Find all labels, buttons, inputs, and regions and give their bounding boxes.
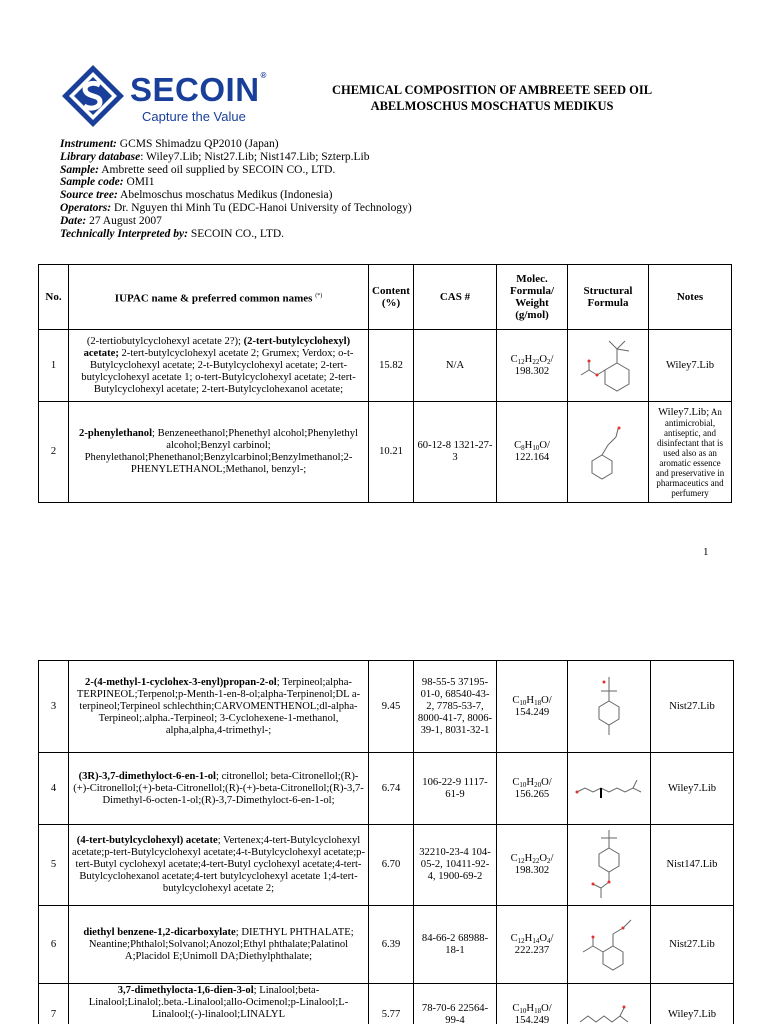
meta-sample-code: Sample code: OMI1 xyxy=(60,176,155,189)
page-number: 1 xyxy=(703,546,709,558)
table-row xyxy=(39,753,734,825)
row-formula: $C_{10}H_{18}O/$ 154.249 xyxy=(497,984,568,1024)
row-cas: 106-22-9 1117-61-9 xyxy=(414,753,497,825)
row-name: (3R)-3,7-dimethyloct-6-en-1-ol; citronellol; beta-Citronellol;(R)-(+)-Citronellol;(+)-beta-Citronellol;(R)-(+)-beta-Citronellol;(R)-3,7-Dimethyl-6-octen-1-ol;(R)-3,7-Dimethyloct-6-en-1-ol; xyxy=(69,753,369,825)
header-structural: Structural Formula xyxy=(568,265,649,330)
row-content: 15.82 xyxy=(369,330,414,402)
table-row xyxy=(39,330,732,402)
row-no: 1 xyxy=(39,330,69,402)
citronellol-structure-icon xyxy=(571,774,647,804)
row-name: (4-tert-butylcyclohexyl) acetate; Vertenex;4-tert-Butylcyclohexyl acetate;p-tert-Butylcyclohexyl acetate;4-t-Butylcyclohexyl acetate;p-tert-Butyl cyclohexyl acetate;4-tert-Butyl cyclohexyl acetate;4-tert-Butylcyclohexanol acetate;4-tert butylcyclohexyl acetate 1;4-tert-butylcyclohexyl acetate 2; xyxy=(69,825,369,906)
terpineol-structure-icon xyxy=(579,667,639,747)
row-cas: 60-12-8 1321-27-3 xyxy=(414,402,497,503)
row-cas: 84-66-2 68988-18-1 xyxy=(414,906,497,984)
phenylethanol-structure-icon xyxy=(578,417,638,487)
meta-source-tree: Source tree: Abelmoschus moschatus Medikus (Indonesia) xyxy=(60,189,333,202)
diethyl-phthalate-structure-icon xyxy=(573,912,645,978)
row-name: 2-phenylethanol; Benzeneethanol;Phenethyl alcohol;Phenylethyl alcohol;Benzyl carbinol; Phenylethanol;Phenethanol;Benzylcarbinol;Benzylmethanol;2-PHENYLETHANOL;Methanol, benzyl-; xyxy=(69,402,369,503)
row-cas: 32210-23-4 104-05-2, 10411-92-4, 1900-69-2 xyxy=(414,825,497,906)
row-content: 10.21 xyxy=(369,402,414,503)
row-notes: Wiley7.Lib xyxy=(651,753,734,825)
row-no: 5 xyxy=(39,825,69,906)
row-notes: Nist27.Lib xyxy=(651,661,734,753)
row-name: diethyl benzene-1,2-dicarboxylate; DIETHYL PHTHALATE; Neantine;Phthalol;Solvanol;Anozol;Ethyl phthalate;Palatinol A;Placidol E;Unimoll DA;Diethylphthalate; xyxy=(69,906,369,984)
row-no: 2 xyxy=(39,402,69,503)
row-name: (2-tertiobutylcyclohexyl acetate 2?); (2-tert-butylcyclohexyl) acetate; 2-tert-butylcyclohexyl acetate 2; Grumex; Verdox; o-t-Butylcyclohexyl acetate; 2-t-Butylcyclohexyl acetate; 2-tert-butylcyclohexyl acetate 1; o-tert-Butylcyclohexyl acetate; 2-tert-Butylcyclohexyl acetate; 2-tert-Butylcyclohexanol acetate; xyxy=(69,330,369,402)
row-no: 3 xyxy=(39,661,69,753)
meta-date: Date: 27 August 2007 xyxy=(60,214,162,227)
title-line-2: ABELMOSCHUS MOSCHATUS MEDIKUS xyxy=(370,99,614,113)
table-row xyxy=(39,402,732,503)
row-notes: Wiley7.Lib xyxy=(649,330,732,402)
row-content: 5.77 xyxy=(369,984,414,1024)
row-structure xyxy=(568,825,651,906)
header-cas: CAS # xyxy=(414,265,497,330)
row-name: 2-(4-methyl-1-cyclohex-3-enyl)propan-2-ol; Terpineol;alpha-TERPINEOL;Terpenol;p-Menth-1-en-8-ol;alpha-Terpinenol;DL a-terpineol;Terpineol schlechthin;CARVOMENTHENOL;dl-alpha-Terpineol;.alpha.-Terpineol; 3-Cyclohexene-1-methanol, alpha,alpha,4-trimethyl-; xyxy=(69,661,369,753)
row-content: 6.74 xyxy=(369,753,414,825)
brand-tagline: Capture the Value xyxy=(142,109,246,124)
row-content: 6.39 xyxy=(369,906,414,984)
composition-table-page-1 xyxy=(38,264,732,503)
row-structure xyxy=(568,753,651,825)
p-tert-butylcyclohexyl-acetate-structure-icon xyxy=(579,826,639,904)
linalool-structure-icon xyxy=(574,1000,644,1024)
row-no: 4 xyxy=(39,753,69,825)
tert-butylcyclohexyl-acetate-structure-icon xyxy=(571,333,645,399)
header-content: Content (%) xyxy=(369,265,414,330)
meta-sample: Sample: Ambrette seed oil supplied by SECOIN CO., LTD. xyxy=(60,163,336,176)
row-notes: Nist27.Lib xyxy=(651,906,734,984)
row-structure xyxy=(568,984,651,1024)
row-formula: $C_{10}H_{20}O/$ 156.265 xyxy=(497,753,568,825)
header-formula: Molec. Formula/ Weight (g/mol) xyxy=(497,265,568,330)
row-name: 3,7-dimethylocta-1,6-dien-3-ol; Linalool;beta-Linalool;Linalol;.beta.-Linalool;allo-Ocimenol;p-Linalool;L-Linalool;(-)-linalool;LINALYL xyxy=(69,984,369,1024)
title-line-1: CHEMICAL COMPOSITION OF AMBREETE SEED OIL xyxy=(331,83,653,97)
row-structure xyxy=(568,330,649,402)
row-no: 6 xyxy=(39,906,69,984)
header-no: No. xyxy=(39,265,69,330)
row-structure xyxy=(568,402,649,503)
row-cas: N/A xyxy=(414,330,497,402)
meta-instrument: Instrument: GCMS Shimadzu QP2010 (Japan) xyxy=(60,138,279,150)
secoin-logo xyxy=(60,63,280,128)
row-structure xyxy=(568,661,651,753)
row-no: 7 xyxy=(39,984,69,1024)
row-formula: $C_8H_{10}O/$ 122.164 xyxy=(497,402,568,503)
secoin-diamond-icon xyxy=(60,63,126,129)
row-structure xyxy=(568,906,651,984)
table-row xyxy=(39,661,734,753)
row-notes: Wiley7.Lib; An antimicrobial, antiseptic, and disinfectant that is used also as an aromatic essence and preservative in pharmaceutics and perfumery xyxy=(649,402,732,503)
header-notes: Notes xyxy=(649,265,732,330)
meta-operators: Operators: Dr. Nguyen thi Minh Tu (EDC-Hanoi University of Technology) xyxy=(60,201,412,214)
meta-library: Library database: Wiley7.Lib; Nist27.Lib; Nist147.Lib; Szterp.Lib xyxy=(60,150,370,163)
row-notes: Nist147.Lib xyxy=(651,825,734,906)
row-formula: $C_{12}H_{22}O_2/$ 198.302 xyxy=(497,330,568,402)
table-row xyxy=(39,984,734,1024)
row-formula: $C_{12}H_{14}O_4/$ 222.237 xyxy=(497,906,568,984)
table-header-row xyxy=(39,265,732,330)
meta-interpreted-by: Technically Interpreted by: SECOIN CO., LTD. xyxy=(60,227,285,240)
header-name: IUPAC name & preferred common names (*) xyxy=(69,265,369,330)
composition-table-page-2 xyxy=(38,660,734,1024)
table-row xyxy=(39,906,734,984)
row-formula: $C_{10}H_{18}O/$ 154.249 xyxy=(497,661,568,753)
row-notes: Wiley7.Lib xyxy=(651,984,734,1024)
table-row xyxy=(39,825,734,906)
document-title xyxy=(300,82,684,114)
analysis-metadata xyxy=(60,138,720,240)
brand-name: SECOIN® xyxy=(130,71,267,108)
row-content: 9.45 xyxy=(369,661,414,753)
row-cas: 98-55-5 37195-01-0, 68540-43-2, 7785-53-7, 8000-41-7, 8006-39-1, 8031-32-1 xyxy=(414,661,497,753)
row-content: 6.70 xyxy=(369,825,414,906)
row-formula: $C_{12}H_{22}O_2/$ 198.302 xyxy=(497,825,568,906)
row-cas: 78-70-6 22564-99-4 xyxy=(414,984,497,1024)
